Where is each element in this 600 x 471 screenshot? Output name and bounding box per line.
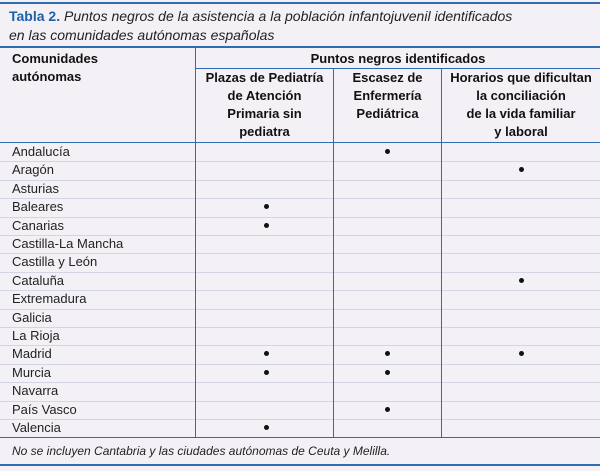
top-rule (0, 2, 600, 4)
column-header-plazas (196, 69, 333, 141)
bottom-rule (0, 464, 600, 466)
header-line: de Atención (227, 88, 302, 103)
table-row (0, 272, 600, 291)
table-row (0, 419, 600, 437)
community-name: País Vasco (12, 401, 77, 417)
bullet-mark-icon (264, 204, 269, 209)
community-name: La Rioja (12, 328, 60, 343)
community-name: Castilla-La Mancha (12, 236, 124, 251)
bullet-mark-icon (385, 370, 390, 375)
table-row (0, 180, 600, 199)
community-name: Aragón (12, 162, 54, 178)
header-line: y laboral (494, 124, 548, 139)
column-divider (195, 47, 196, 437)
community-name: Baleares (12, 199, 64, 215)
community-name: Extremadura (12, 291, 87, 307)
column-divider (333, 69, 334, 437)
community-name: Castilla y León (12, 254, 98, 270)
header-line: Horarios que dificultan (450, 70, 592, 85)
community-name: Murcia (12, 364, 52, 380)
bullet-mark-icon (385, 407, 390, 412)
table-row (0, 364, 600, 383)
header-line: Enfermería (353, 88, 422, 103)
column-divider (441, 69, 442, 437)
bullet-mark-icon (264, 425, 269, 430)
bullet-mark-icon (264, 351, 269, 356)
caption-line-2: en las comunidades autónomas españolas (9, 27, 275, 43)
bullet-mark-icon (264, 223, 269, 228)
table-row (0, 345, 600, 364)
header-line: pediatra (239, 124, 290, 139)
bullet-mark-icon (519, 351, 524, 356)
table-row (0, 309, 600, 328)
header-top-rule (0, 46, 600, 48)
table-row (0, 143, 600, 162)
community-name: Navarra (12, 383, 59, 399)
community-name: Madrid (12, 346, 52, 362)
community-name: Asturias (12, 180, 59, 196)
community-name: Galicia (12, 309, 52, 325)
row-header (12, 50, 98, 86)
table-row (0, 382, 600, 401)
column-header-enfermeria (334, 69, 441, 123)
table-row (0, 235, 600, 254)
bullet-mark-icon (385, 149, 390, 154)
bullet-mark-icon (264, 370, 269, 375)
header-line: Plazas de Pediatría (205, 70, 324, 85)
community-name: Andalucía (12, 144, 70, 159)
table-row (0, 253, 600, 272)
header-line: Escasez de (352, 70, 423, 85)
table-row (0, 327, 600, 346)
table-row (0, 198, 600, 217)
caption-line-1: Puntos negros de la asistencia a la población infantojuvenil identificados (63, 8, 513, 24)
row-header-line: Comunidades (12, 51, 98, 66)
community-name: Canarias (12, 217, 65, 233)
bullet-mark-icon (519, 167, 524, 172)
header-line: Pediátrica (356, 106, 419, 121)
table-row (0, 217, 600, 236)
footnote: No se incluyen Cantabria y las ciudades autónomas de Ceuta y Melilla. (12, 444, 391, 458)
table-row (0, 401, 600, 420)
header-line: de la vida familiar (466, 106, 576, 121)
table-row (0, 161, 600, 180)
table-caption (9, 7, 594, 45)
table-label: Tabla 2. (9, 8, 61, 24)
header-line: la conciliación (476, 88, 566, 103)
group-header: Puntos negros identificados (310, 51, 486, 66)
table-row (0, 290, 600, 309)
community-name: Valencia (12, 420, 61, 435)
bullet-mark-icon (385, 351, 390, 356)
row-header-line: autónomas (12, 69, 82, 84)
community-name: Cataluña (12, 272, 65, 288)
column-header-horarios (442, 69, 600, 141)
bullet-mark-icon (519, 278, 524, 283)
header-line: Primaria sin (227, 106, 302, 121)
footer-rule (0, 437, 600, 438)
